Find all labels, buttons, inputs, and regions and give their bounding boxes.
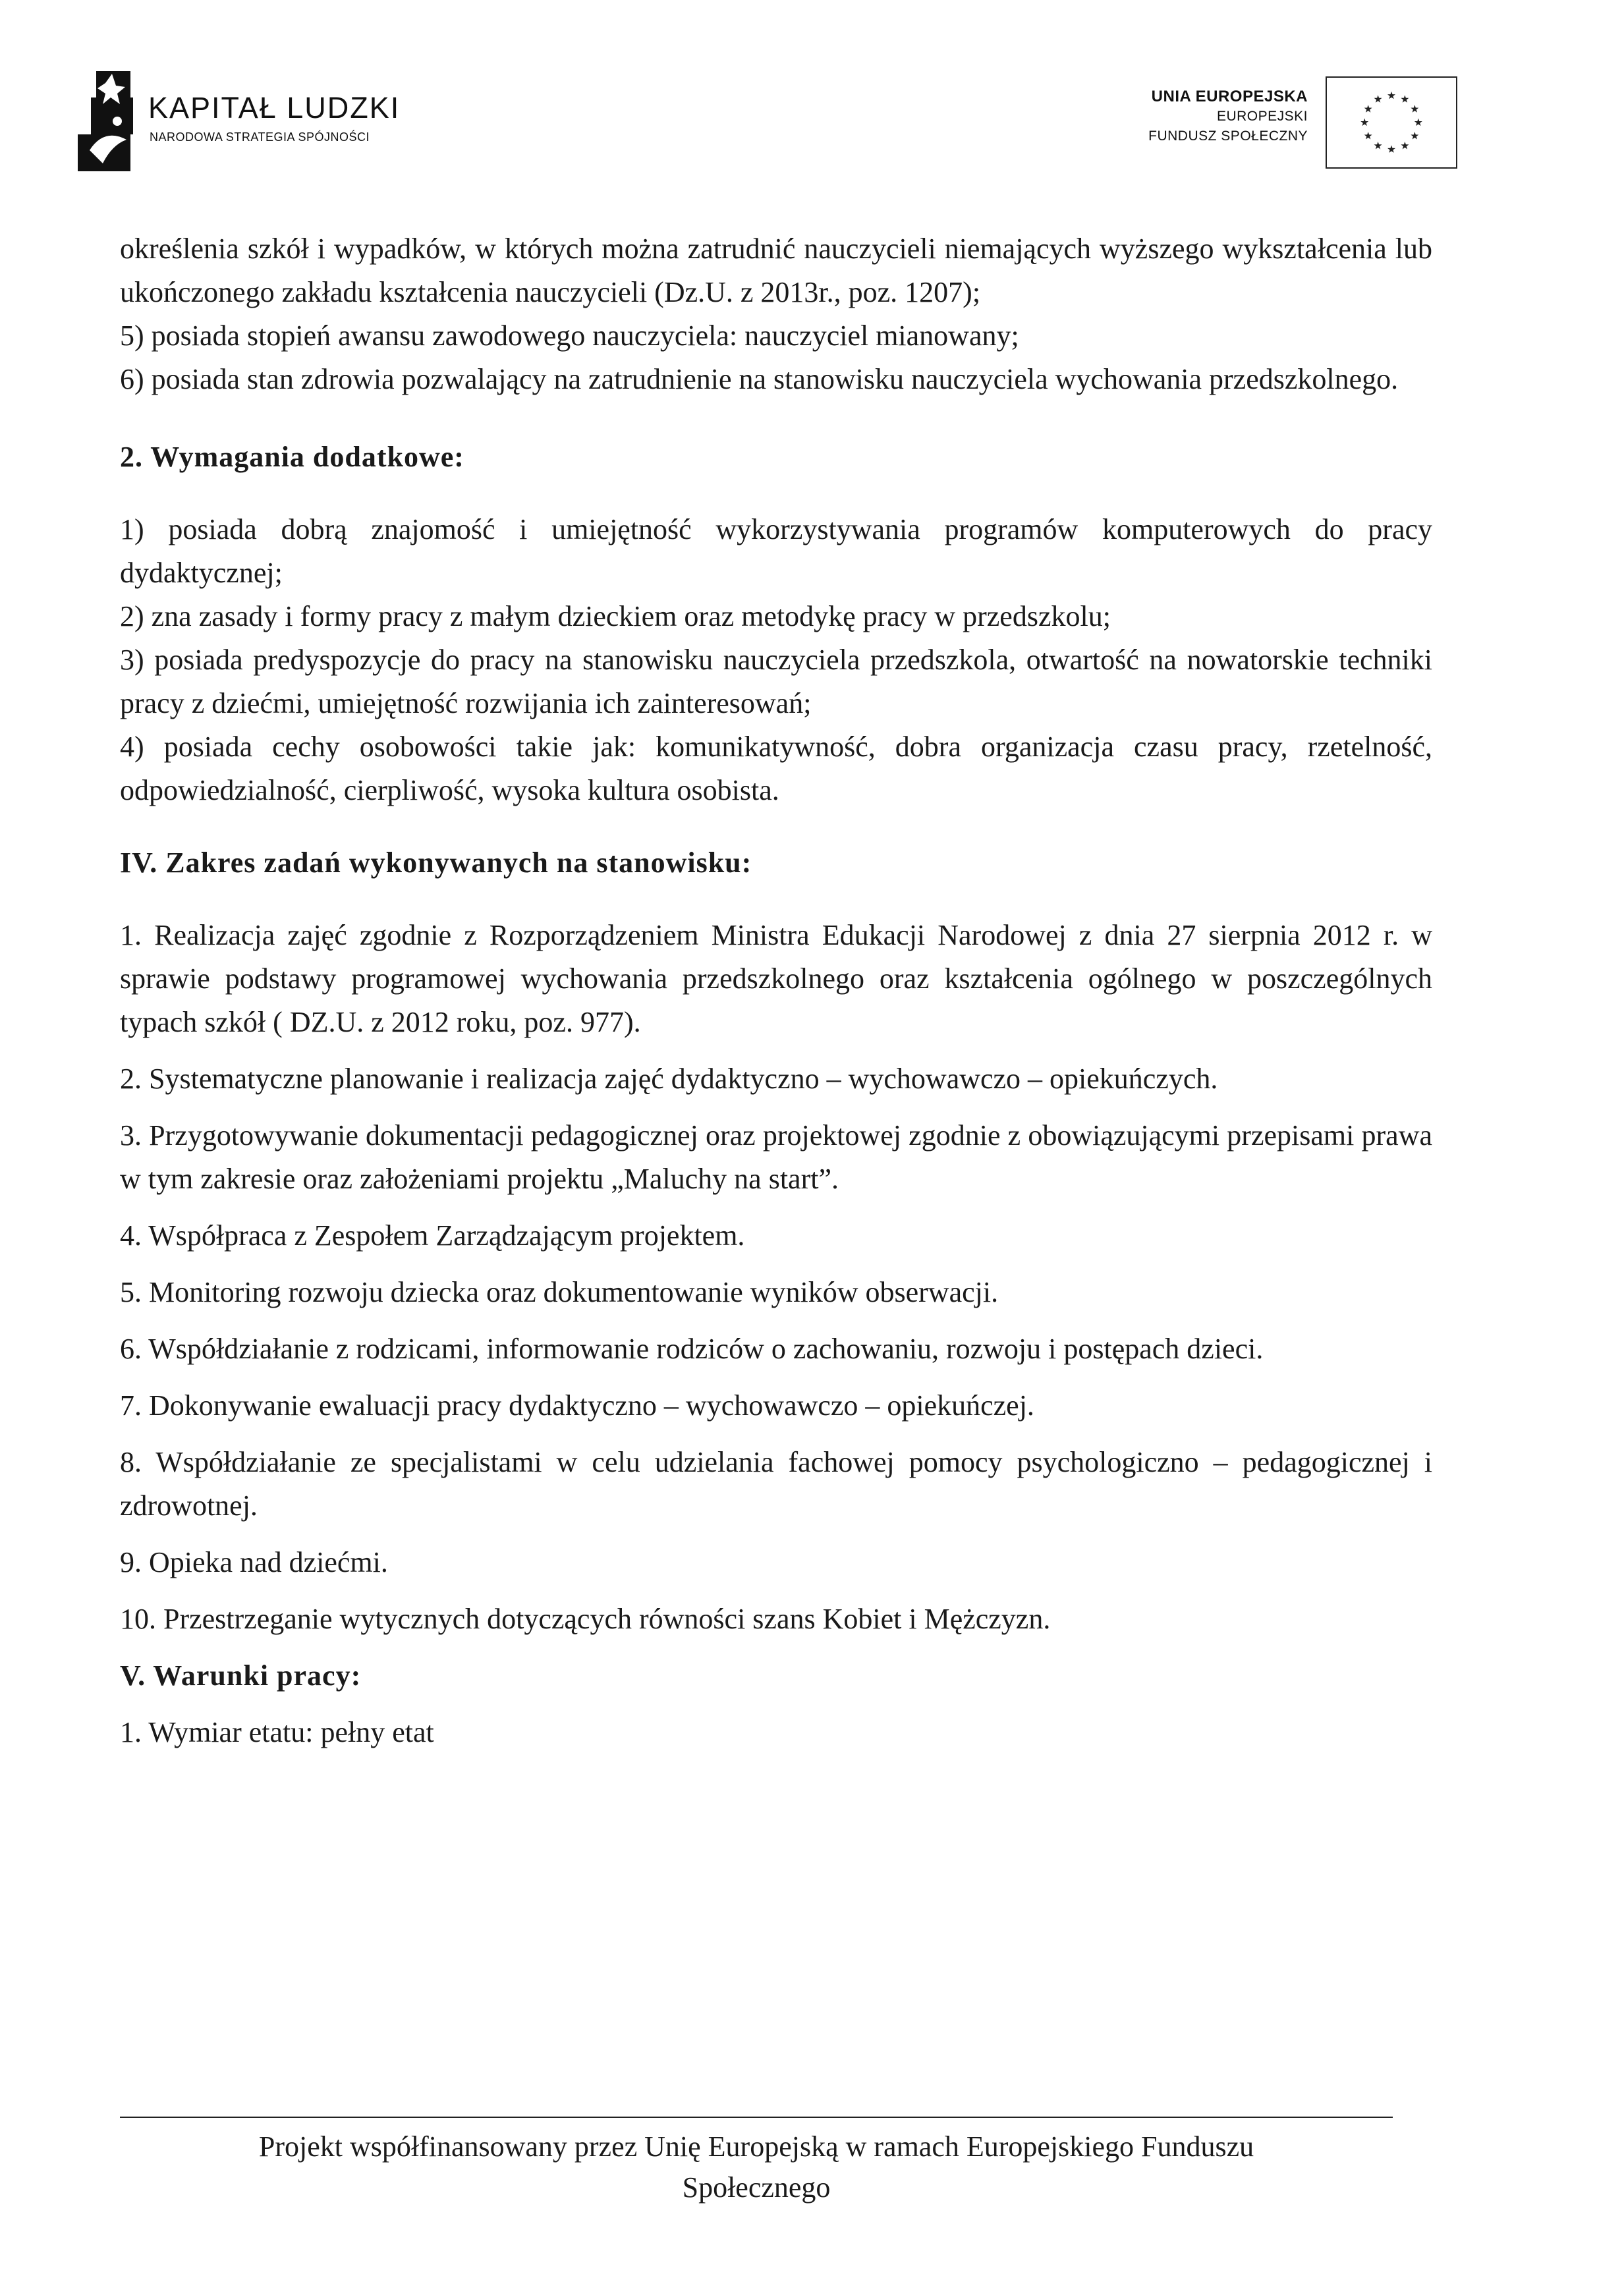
document-body: [120, 227, 1432, 1754]
task-item: 8. Współdziałanie ze specjalistami w celu udzielania fachowej pomocy psychologiczno – pedagogicznej i zdrowotnej.: [120, 1446, 1432, 1522]
eu-star-icon: [1401, 95, 1409, 102]
task-item: 10. Przestrzeganie wytycznych dotyczących równości szans Kobiet i Mężczyzn.: [120, 1603, 1051, 1635]
section-heading-tasks: IV. Zakres zadań wykonywanych na stanowisku:: [120, 847, 752, 879]
kapital-ludzki-subtitle: NARODOWA STRATEGIA SPÓJNOŚCI: [150, 130, 370, 144]
section-heading-work-conditions: V. Warunki pracy:: [120, 1659, 362, 1692]
kapital-ludzki-title: KAPITAŁ LUDZKI: [148, 91, 401, 125]
eu-line-3: FUNDUSZ SPOŁECZNY: [1148, 128, 1308, 144]
task-item: 2. Systematyczne planowanie i realizacja zajęć dydaktyczno – wychowawczo – opiekuńczych.: [120, 1063, 1218, 1095]
paragraph-continuation: określenia szkół i wypadków, w których można zatrudnić nauczycieli niemających wyższego wykształcenia lub ukończonego zakładu kształcenia nauczycieli (Dz.U. z 2013r., poz. 1207);: [120, 233, 1432, 308]
section-heading-additional-requirements: 2. Wymagania dodatkowe:: [120, 441, 464, 473]
eu-star-icon: [1374, 95, 1382, 102]
footer-line-1: Projekt współfinansowany przez Unię Europejską w ramach Europejskiego Funduszu: [258, 2130, 1254, 2163]
eu-line-2: EUROPEJSKI: [1216, 109, 1308, 124]
eu-star-icon: [1364, 132, 1372, 139]
footer-line-2: Społecznego: [682, 2171, 831, 2204]
kapital-ludzki-logo-icon: [78, 71, 137, 171]
requirement-item-6: 6) posiada stan zdrowia pozwalający na zatrudnienie na stanowisku nauczyciela wychowania przedszkolnego.: [120, 363, 1399, 395]
additional-requirement-item: 2) zna zasady i formy pracy z małym dzieckiem oraz metodykę pracy w przedszkolu;: [120, 600, 1111, 632]
task-item: 6. Współdziałanie z rodzicami, informowanie rodziców o zachowaniu, rozwoju i postępach dzieci.: [120, 1333, 1264, 1365]
additional-requirement-item: 4) posiada cechy osobowości takie jak: komunikatywność, dobra organizacja czasu pracy, rzetelność, odpowiedzialność, cierpliwość, wysoka kultura osobista.: [120, 731, 1432, 806]
additional-requirement-item: 1) posiada dobrą znajomość i umiejętność wykorzystywania programów komputerowych do pracy dydaktycznej;: [120, 513, 1432, 589]
task-item: 3. Przygotowywanie dokumentacji pedagogicznej oraz projektowej zgodnie z obowiązującymi przepisami prawa w tym zakresie oraz założeniami projektu „Maluchy na start”.: [120, 1119, 1432, 1195]
eu-star-icon: [1360, 119, 1368, 126]
eu-star-icon: [1411, 132, 1418, 139]
additional-requirement-item: 3) posiada predyspozycje do pracy na stanowisku nauczyciela przedszkola, otwartość na nowatorskie techniki pracy z dziećmi, umiejętność rozwijania ich zainteresowań;: [120, 644, 1432, 719]
eu-text-block: [1148, 87, 1308, 146]
page-header: [0, 0, 1624, 198]
eu-star-icon: [1374, 142, 1382, 149]
eu-stars-icon: [1326, 76, 1457, 169]
eu-star-icon: [1387, 92, 1395, 99]
work-condition-item: 1. Wymiar etatu: pełny etat: [120, 1716, 434, 1748]
task-item: 9. Opieka nad dziećmi.: [120, 1546, 388, 1578]
page-footer: [120, 2126, 1393, 2208]
eu-star-icon: [1414, 119, 1422, 126]
eu-star-icon: [1387, 145, 1395, 152]
task-item: 1. Realizacja zajęć zgodnie z Rozporządzeniem Ministra Edukacji Narodowej z dnia 27 sierpnia 2012 r. w sprawie podstawy programowej wychowania przedszkolnego oraz kształcenia ogólnego w poszczególnych typach szkół ( DZ.U. z 2012 roku, poz. 977).: [120, 919, 1432, 1038]
footer-divider: [120, 2117, 1393, 2118]
requirement-item-5: 5) posiada stopień awansu zawodowego nauczyciela: nauczyciel mianowany;: [120, 319, 1019, 352]
eu-line-1: UNIA EUROPEJSKA: [1151, 88, 1308, 105]
eu-star-icon: [1364, 105, 1372, 112]
task-item: 5. Monitoring rozwoju dziecka oraz dokumentowanie wyników obserwacji.: [120, 1276, 999, 1308]
eu-star-icon: [1411, 105, 1418, 112]
eu-star-icon: [1401, 142, 1409, 149]
task-item: 4. Współpraca z Zespołem Zarządzającym projektem.: [120, 1219, 745, 1252]
task-item: 7. Dokonywanie ewaluacji pracy dydaktyczno – wychowawczo – opiekuńczej.: [120, 1389, 1034, 1422]
